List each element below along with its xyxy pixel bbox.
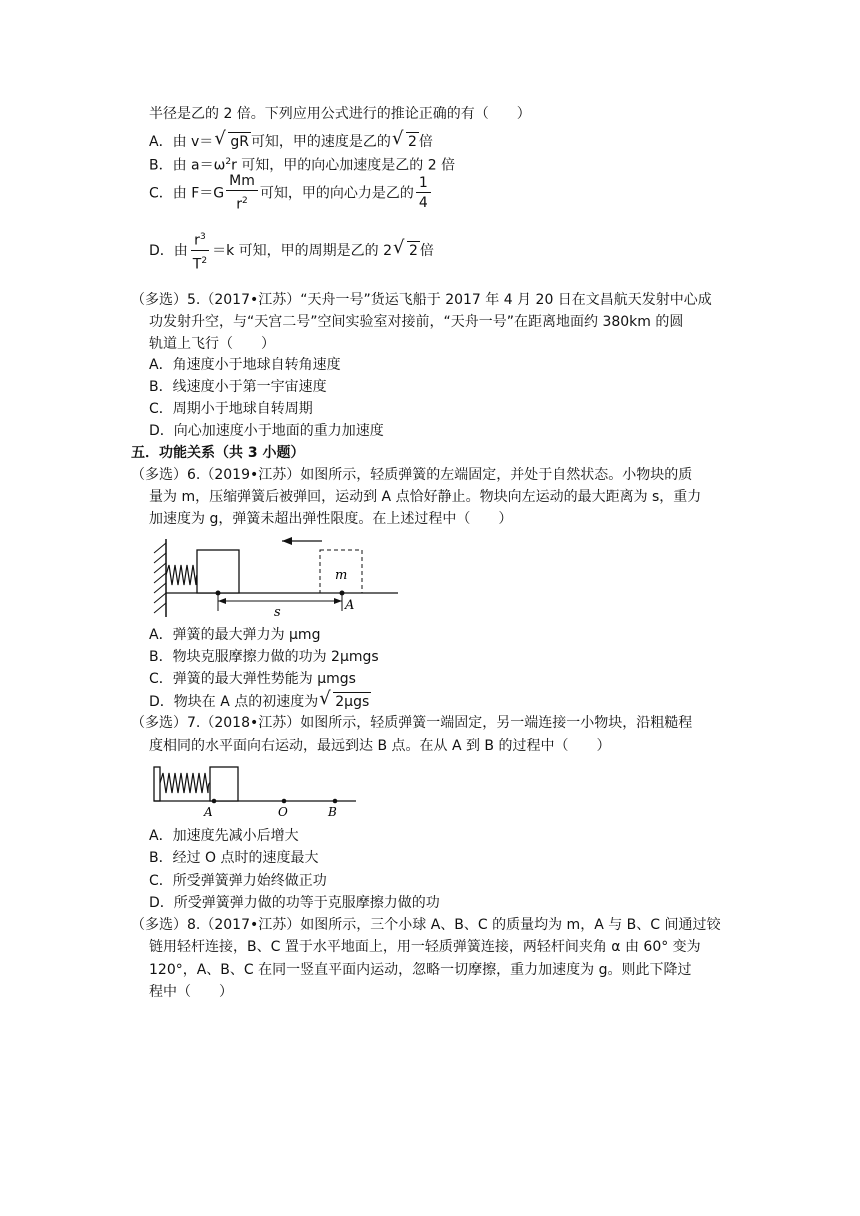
q5-line-3: 轨道上飞行（ ） (149, 336, 275, 352)
q4-option-c: C．由 F＝G $\frac{Mm}{r^2}$ 可知，甲的向心力是乙的 $\frac{1}{4}$ (149, 172, 433, 215)
q6-option-c: C．弹簧的最大弹性势能为 μmgs (149, 671, 356, 687)
fraction: $\frac{Mm}{r^2}$ (226, 172, 258, 215)
q6-line-3: 加速度为 g，弹簧未超出弹性限度。在上述过程中（ ） (149, 511, 513, 527)
q8-line-2: 链用轻杆连接，B、C 置于水平地面上，用一轻质弹簧连接，两轻杆间夹角 α 由 60° 变为 (149, 939, 701, 955)
section-heading: 五．功能关系（共 3 小题） (131, 445, 305, 461)
sqrt-symbol: √ 2 (393, 237, 418, 260)
q7-option-d: D．所受弹簧弹力做的功等于克服摩擦力做的功 (149, 895, 440, 911)
q6-line-1: （多选）6.（2019•江苏）如图所示，轻质弹簧的左端固定，并处于自然状态。小物块的质 (131, 467, 693, 483)
q5-option-a: A．角速度小于地球自转角速度 (149, 357, 341, 373)
q6-fig-label-m: m (335, 568, 348, 583)
q4-option-b: B．由 $a=\omega^2r$ 可知，甲的向心加速度是乙的 2 倍 (149, 157, 456, 174)
q5-line-1: （多选）5.（2017•江苏）“天舟一号”货运飞船于 2017 年 4 月 20 日在文昌航天发射中心成 (131, 292, 712, 308)
sqrt-symbol: √ 2μgs (319, 688, 370, 710)
q5-line-2: 功发射升空，与“天宫二号”空间实验室对接前，“天舟一号”在距离地面约 380km 的圆 (149, 314, 684, 330)
q7-option-a: A．加速度先减小后增大 (149, 828, 299, 844)
q4-stem-cont: 半径是乙的 2 倍。下列应用公式进行的推论正确的有（ ） (149, 106, 531, 122)
sqrt-symbol: √ 2 (391, 128, 417, 150)
q4-option-d: D．由 $\frac{r^3}{T^2}$ ＝k 可知，甲的周期是乙的 2 √ 2 倍 (149, 228, 434, 274)
q7-option-c: C．所受弹簧弹力始终做正功 (149, 873, 327, 889)
q7-line-2: 度相同的水平面向右运动，最远到达 B 点。在从 A 到 B 的过程中（ ） (149, 738, 611, 754)
q5-option-d: D．向心加速度小于地面的重力加速度 (149, 423, 384, 439)
q6-fig-label-s: s (274, 605, 281, 619)
q6-option-d: D．物块在 A 点的初速度为 √ 2μgs (149, 688, 370, 710)
q6-fig-label-a: A (345, 598, 355, 613)
q8-line-4: 程中（ ） (149, 984, 233, 1000)
q6-option-a: A．弹簧的最大弹力为 μmg (149, 627, 321, 643)
q7-fig-label-o: O (278, 805, 288, 819)
q7-fig-label-a: A (204, 805, 213, 819)
fraction: $\frac{1}{4}$ (416, 174, 431, 213)
q5-option-b: B．线速度小于第一宇宙速度 (149, 379, 327, 395)
q7-fig-label-b: B (328, 805, 337, 819)
q7-line-1: （多选）7.（2018•江苏）如图所示，轻质弹簧一端固定，另一端连接一小物块，沿粗糙程 (131, 715, 693, 731)
q8-line-3: 120°，A、B、C 在同一竖直平面内运动，忽略一切摩擦，重力加速度为 g。则此下降过 (149, 962, 692, 978)
q5-option-c: C．周期小于地球自转周期 (149, 401, 313, 417)
q7-figure (150, 761, 360, 819)
q6-option-b: B．物块克服摩擦力做的功为 2μmgs (149, 649, 379, 665)
q6-line-2: 量为 m，压缩弹簧后被弹回，运动到 A 点恰好静止。物块向左运动的最大距离为 s，重力 (149, 489, 702, 505)
q8-line-1: （多选）8.（2017•江苏）如图所示，三个小球 A、B、C 的质量均为 m，A 与 B、C 间通过铰 (131, 917, 721, 933)
q7-option-b: B．经过 O 点时的速度最大 (149, 850, 319, 866)
sqrt-symbol: √ gR (214, 128, 249, 150)
q6-figure (150, 533, 402, 619)
fraction: $\frac{r^3}{T^2}$ (190, 228, 210, 274)
q4-option-a: A．由 v＝ √ gR 可知，甲的速度是乙的 √ 2 倍 (149, 128, 433, 150)
